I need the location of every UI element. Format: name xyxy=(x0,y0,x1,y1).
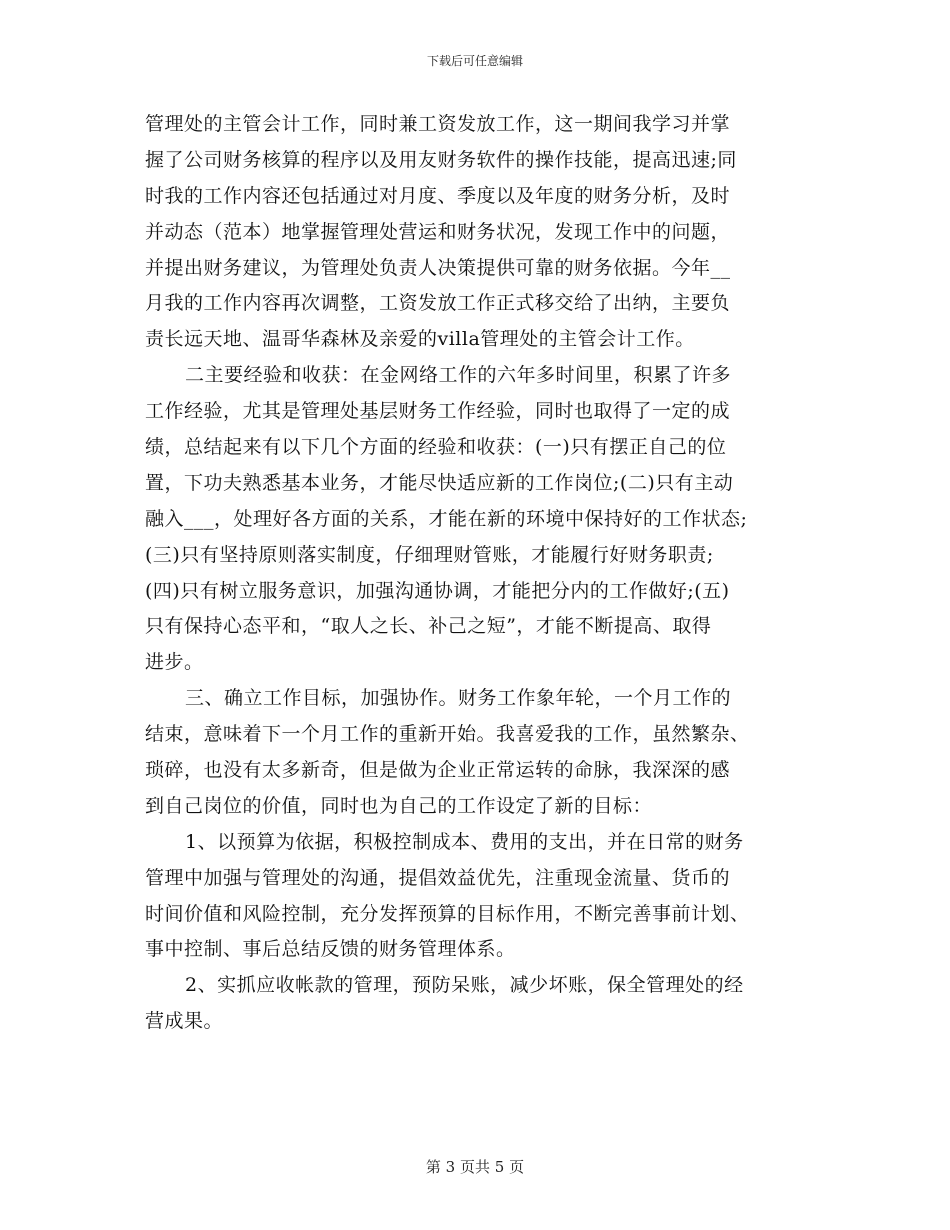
text-line: 事中控制、事后总结反馈的财务管理体系。 xyxy=(145,938,516,961)
text-line: 并提出财务建议，为管理处负责人决策提供可靠的财务依据。今年__ xyxy=(145,256,731,279)
text-line: 时间价值和风险控制，充分发挥预算的目标作用，不断完善事前计划、 xyxy=(145,902,750,925)
paragraph-start-line: 2、实抓应收帐款的管理，预防呆账，减少坏账，保全管理处的经 xyxy=(185,974,744,997)
text-line: 握了公司财务核算的程序以及用友财务软件的操作技能，提高迅速;同 xyxy=(145,148,737,171)
text-line: 月我的工作内容再次调整，工资发放工作正式移交给了出纳，主要负 xyxy=(145,292,731,315)
page-footer: 第 3 页共 5 页 xyxy=(425,1158,525,1176)
text-line: (四)只有树立服务意识，加强沟通协调，才能把分内的工作做好;(五) xyxy=(145,579,730,602)
paragraph-start-line: 二主要经验和收获：在金网络工作的六年多时间里，积累了许多 xyxy=(185,364,732,387)
text-line: (三)只有坚持原则落实制度，仔细理财管账，才能履行好财务职责; xyxy=(145,543,714,566)
text-line: 营成果。 xyxy=(145,1010,224,1033)
page-header: 下载后可任意编辑 xyxy=(426,54,523,68)
text-line: 时我的工作内容还包括通过对月度、季度以及年度的财务分析，及时 xyxy=(145,184,731,207)
text-line: 管理中加强与管理处的沟通，提倡效益优先，注重现金流量、货币的 xyxy=(145,866,731,889)
text-line: 工作经验，尤其是管理处基层财务工作经验，同时也取得了一定的成 xyxy=(145,400,731,423)
text-line: 绩，总结起来有以下几个方面的经验和收获：(一)只有摆正自己的位 xyxy=(145,436,727,459)
text-line: 并动态（范本）地掌握管理处营运和财务状况，发现工作中的问题， xyxy=(145,220,731,243)
text-line: 进步。 xyxy=(145,651,204,674)
text-line: 置，下功夫熟悉基本业务，才能尽快适应新的工作岗位;(二)只有主动 xyxy=(145,471,734,494)
text-line: 琐碎，也没有太多新奇，但是做为企业正常运转的命脉，我深深的感 xyxy=(145,759,731,782)
paragraph-start-line: 1、以预算为依据，积极控制成本、费用的支出，并在日常的财务 xyxy=(185,830,744,853)
text-line: 管理处的主管会计工作，同时兼工资发放工作，这一期间我学习并掌 xyxy=(145,113,731,135)
paragraph-start-line: 三、确立工作目标，加强协作。财务工作象年轮，一个月工作的 xyxy=(185,687,732,710)
document-body xyxy=(145,107,815,1040)
text-line: 责长远天地、温哥华森林及亲爱的villa管理处的主管会计工作。 xyxy=(145,328,695,351)
text-line: 结束，意味着下一个月工作的重新开始。我喜爱我的工作，虽然繁杂、 xyxy=(145,723,750,746)
text-line: 到自己岗位的价值，同时也为自己的工作设定了新的目标： xyxy=(145,794,653,817)
text-line: 融入___，处理好各方面的关系，才能在新的环境中保持好的工作状态; xyxy=(145,507,748,530)
text-line: 只有保持心态平和，“取人之长、补己之短”，才能不断提高、取得 xyxy=(145,615,712,638)
